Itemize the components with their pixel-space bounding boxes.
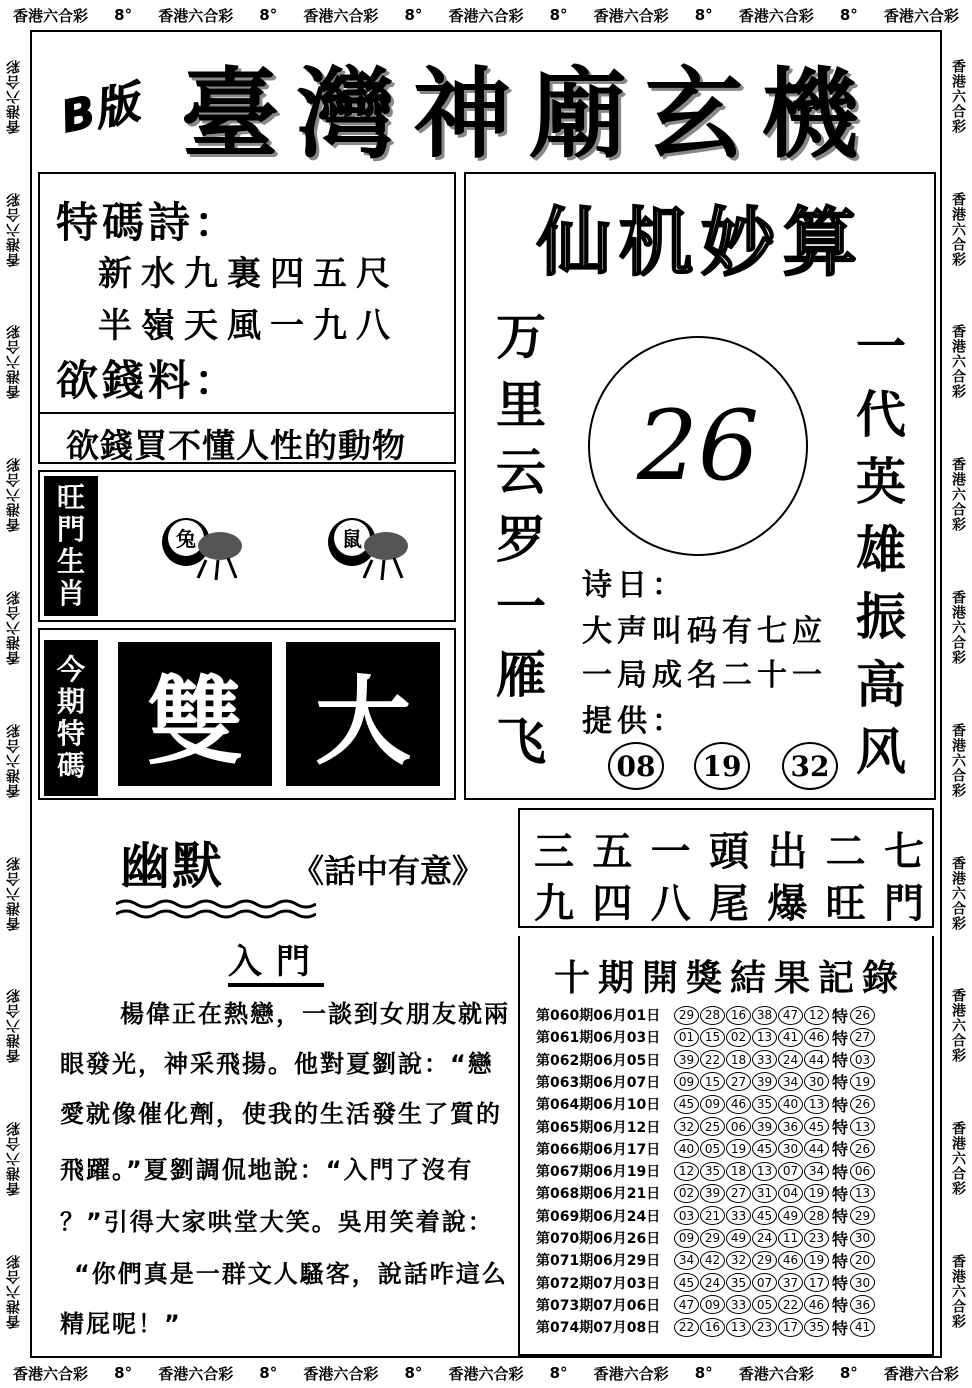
column-char: 一 xyxy=(856,318,906,376)
special-ball: 30 xyxy=(850,1273,875,1292)
zodiac-name: 鼠 xyxy=(342,527,362,551)
border-text: 香港六合彩 xyxy=(950,1121,966,1197)
border-text: 香港六合彩 xyxy=(738,1364,814,1383)
draw-label: 第072期07月03日 xyxy=(536,1275,661,1292)
humor-line: 飛躍。”夏劉調侃地說：“入門了沒有 xyxy=(60,1156,474,1184)
border-text: 香港六合彩 xyxy=(950,722,966,798)
humor-line: 愛就像催化劑，使我的生活發生了質的 xyxy=(60,1100,502,1128)
number-ball: 45 xyxy=(752,1206,777,1225)
draw-label: 第069期06月24日 xyxy=(536,1208,661,1225)
column-char: 雁 xyxy=(496,645,546,704)
border-text: 香港六合彩 xyxy=(593,6,669,25)
column-char: 万 xyxy=(496,308,546,366)
result-row xyxy=(536,1093,876,1115)
draw-label: 第070期06月26日 xyxy=(536,1231,661,1247)
column-char: 里 xyxy=(496,375,546,434)
result-row xyxy=(536,1138,876,1160)
special-ball: 13 xyxy=(850,1117,875,1136)
special-ball: 36 xyxy=(850,1295,875,1314)
special-label: 特 xyxy=(832,1028,849,1048)
column-char: 一 xyxy=(496,578,546,636)
number-ball: 11 xyxy=(778,1229,803,1248)
label-char: 特 xyxy=(56,717,85,750)
number-ball: 12 xyxy=(804,1006,829,1025)
number-ball: 35 xyxy=(726,1273,751,1292)
provide-label: 提供： xyxy=(582,704,687,739)
tail-char: 八 xyxy=(650,881,691,927)
provided-number: 19 xyxy=(694,742,750,790)
poem-box xyxy=(38,172,456,464)
result-row xyxy=(536,1049,876,1071)
xianji-poem-line: 大声叫码有七应 xyxy=(582,614,827,649)
special-ball: 20 xyxy=(850,1251,875,1270)
border-text: 香港六合彩 xyxy=(6,590,22,666)
humor-title: 幽默 xyxy=(120,837,224,895)
border-sep: 8° xyxy=(549,6,568,24)
xianji-poem-heading: 诗日： xyxy=(582,568,687,603)
humor-line: ？”引得大家哄堂大笑。吳用笑着說： xyxy=(60,1208,494,1236)
number-ball: 35 xyxy=(752,1095,777,1114)
draw-label: 第067期06月19日 xyxy=(536,1164,661,1181)
number-ball: 47 xyxy=(674,1295,699,1314)
border-text: 香港六合彩 xyxy=(950,988,966,1064)
zodiac-box xyxy=(38,470,456,622)
result-row xyxy=(536,1272,876,1294)
border-top xyxy=(0,0,972,30)
number-ball: 15 xyxy=(700,1028,725,1047)
label-char: 肖 xyxy=(56,577,85,611)
number-ball: 49 xyxy=(726,1229,751,1248)
special-label: 特 xyxy=(832,1274,849,1294)
tail-char: 二 xyxy=(825,829,866,875)
column-char: 振 xyxy=(856,588,906,646)
border-sep: 8° xyxy=(839,1364,858,1382)
border-sep: 8° xyxy=(114,6,133,24)
number-ball: 13 xyxy=(752,1162,777,1181)
border-text: 香港六合彩 xyxy=(950,1254,966,1330)
result-row xyxy=(536,1160,876,1182)
special-ball: 27 xyxy=(850,1028,875,1047)
number-ball: 32 xyxy=(726,1251,751,1270)
number-ball: 18 xyxy=(726,1162,751,1181)
number-ball: 24 xyxy=(752,1229,777,1248)
border-text: 香港六合彩 xyxy=(448,6,524,25)
tail-char: 四 xyxy=(592,881,633,927)
border-text: 香港六合彩 xyxy=(593,1364,669,1383)
poem-line: 新水九裏四五尺 xyxy=(98,254,399,294)
border-sep: 8° xyxy=(259,6,278,24)
money-line: 欲錢買不懂人性的動物 xyxy=(66,426,406,465)
number-ball: 39 xyxy=(752,1117,777,1136)
provided-number: 08 xyxy=(608,742,664,790)
header xyxy=(44,46,904,172)
draw-label: 第065期06月12日 xyxy=(536,1119,661,1136)
number-ball: 37 xyxy=(778,1273,803,1292)
border-text: 香港六合彩 xyxy=(950,457,966,533)
number-ball: 19 xyxy=(804,1184,829,1203)
border-text: 香港六合彩 xyxy=(883,6,959,25)
special-label: 特 xyxy=(832,1296,849,1316)
border-text: 香港六合彩 xyxy=(950,191,966,267)
tail-char: 爆 xyxy=(767,881,808,927)
special-ball: 06 xyxy=(850,1162,875,1181)
tail-char: 七 xyxy=(883,829,924,875)
humor-line: 眼發光，神采飛揚。他對夏劉說：“戀 xyxy=(60,1050,494,1078)
number-ball: 30 xyxy=(778,1139,803,1158)
number-ball: 46 xyxy=(778,1251,803,1270)
special-ball: 41 xyxy=(850,1318,875,1337)
border-text: 香港六合彩 xyxy=(950,58,966,134)
special-ball: 26 xyxy=(850,1006,875,1025)
result-row xyxy=(536,1316,876,1338)
tail-char: 三 xyxy=(534,829,574,875)
column-char: 高 xyxy=(856,655,906,714)
column-char: 飞 xyxy=(496,713,546,771)
number-ball: 02 xyxy=(674,1184,699,1203)
number-ball: 04 xyxy=(778,1184,803,1203)
zodiac-name: 兔 xyxy=(176,527,196,551)
border-sep: 8° xyxy=(404,6,423,24)
number-ball: 45 xyxy=(674,1095,699,1114)
number-ball: 05 xyxy=(752,1295,777,1314)
special-ball: 03 xyxy=(850,1050,875,1069)
results-box xyxy=(518,936,934,1356)
result-row xyxy=(536,1116,876,1138)
number-ball: 22 xyxy=(674,1318,699,1337)
special-label: 特 xyxy=(832,1051,849,1071)
column-char: 风 xyxy=(856,723,906,781)
number-ball: 29 xyxy=(752,1251,777,1270)
border-text: 香港六合彩 xyxy=(158,6,234,25)
border-text: 香港六合彩 xyxy=(13,6,89,25)
border-text: 香港六合彩 xyxy=(6,457,22,533)
rabbit-icon xyxy=(158,506,248,586)
rat-icon xyxy=(324,506,414,586)
number-ball: 22 xyxy=(778,1295,803,1314)
humor-subtitle: 《話中有意》 xyxy=(292,852,485,890)
draw-label: 第073期07月06日 xyxy=(536,1297,661,1314)
border-text: 香港六合彩 xyxy=(738,6,814,25)
number-ball: 47 xyxy=(778,1006,803,1025)
border-sep: 8° xyxy=(259,1364,278,1382)
column-char: 云 xyxy=(496,443,546,501)
tail-char: 門 xyxy=(883,881,924,927)
result-row xyxy=(536,1249,876,1271)
number-ball: 32 xyxy=(674,1117,699,1136)
number-ball: 39 xyxy=(674,1050,699,1069)
number-ball: 34 xyxy=(804,1162,829,1181)
number-ball: 35 xyxy=(700,1162,725,1181)
label-char: 生 xyxy=(56,545,85,578)
result-row xyxy=(536,1182,876,1204)
number-ball: 19 xyxy=(804,1251,829,1270)
number-ball: 25 xyxy=(700,1117,725,1136)
border-text: 香港六合彩 xyxy=(950,855,966,931)
number-ball: 17 xyxy=(778,1318,803,1337)
special-tile: 雙 xyxy=(118,642,272,786)
number-ball: 16 xyxy=(700,1318,725,1337)
number-ball: 45 xyxy=(804,1117,829,1136)
draw-label: 第062期06月05日 xyxy=(536,1052,661,1069)
number-ball: 46 xyxy=(804,1295,829,1314)
number-ball: 35 xyxy=(804,1318,829,1337)
border-sep: 8° xyxy=(114,1364,133,1382)
tail-row xyxy=(534,820,924,877)
number-ball: 31 xyxy=(752,1184,777,1203)
border-left xyxy=(0,30,28,1358)
number-ball: 13 xyxy=(752,1028,777,1047)
border-text: 香港六合彩 xyxy=(6,988,22,1064)
result-row xyxy=(536,1071,876,1093)
humor-box xyxy=(38,808,508,1356)
border-text: 香港六合彩 xyxy=(6,1121,22,1197)
draw-label: 第074期07月08日 xyxy=(536,1320,661,1337)
draw-label: 第060期06月01日 xyxy=(536,1008,661,1024)
number-ball: 28 xyxy=(700,1006,725,1025)
number-ball: 27 xyxy=(726,1072,751,1091)
number-ball: 02 xyxy=(726,1028,751,1047)
number-ball: 33 xyxy=(752,1050,777,1069)
column-char: 代 xyxy=(856,385,906,444)
number-ball: 06 xyxy=(726,1117,751,1136)
border-text: 香港六合彩 xyxy=(303,6,379,25)
draw-label: 第064期06月10日 xyxy=(536,1097,661,1114)
number-ball: 03 xyxy=(674,1206,699,1225)
label-char: 門 xyxy=(56,512,85,546)
number-ball: 13 xyxy=(726,1318,751,1337)
wave-decoration xyxy=(116,898,316,920)
special-ball: 26 xyxy=(850,1139,875,1158)
provided-number: 32 xyxy=(782,742,838,790)
draw-label: 第068期06月21日 xyxy=(536,1186,661,1203)
special-label: 特 xyxy=(832,1006,849,1026)
number-ball: 01 xyxy=(674,1028,699,1047)
number-ball: 38 xyxy=(752,1006,777,1025)
number-ball: 39 xyxy=(752,1072,777,1091)
tail-char: 頭 xyxy=(708,829,749,875)
poem-heading: 特碼詩： xyxy=(56,198,241,247)
tail-char: 出 xyxy=(767,829,808,875)
border-text: 香港六合彩 xyxy=(6,855,22,931)
number-ball: 24 xyxy=(778,1050,803,1069)
border-text: 香港六合彩 xyxy=(448,1364,524,1383)
special-tile: 大 xyxy=(286,642,440,786)
poem-line: 半嶺天風一九八 xyxy=(98,306,399,346)
number-ball: 12 xyxy=(674,1162,699,1181)
number-ball: 46 xyxy=(804,1028,829,1047)
number-ball: 07 xyxy=(752,1273,777,1292)
number-ball: 46 xyxy=(726,1095,751,1114)
number-ball: 49 xyxy=(778,1206,803,1225)
tail-char: 五 xyxy=(592,829,633,875)
right-column xyxy=(856,314,906,787)
number-ball: 23 xyxy=(752,1318,777,1337)
number-ball: 45 xyxy=(752,1139,777,1158)
number-ball: 07 xyxy=(778,1162,803,1181)
number-ball: 21 xyxy=(700,1206,725,1225)
number-ball: 44 xyxy=(804,1139,829,1158)
handwritten-number-circle xyxy=(588,336,808,556)
border-text: 香港六合彩 xyxy=(6,324,22,400)
tail-char: 旺 xyxy=(825,881,866,927)
tail-char: 九 xyxy=(534,881,574,927)
number-ball: 39 xyxy=(700,1184,725,1203)
label-char: 今 xyxy=(56,652,85,686)
draw-label: 第061期06月03日 xyxy=(536,1030,661,1047)
number-ball: 34 xyxy=(674,1251,699,1270)
special-label: 特 xyxy=(832,1118,849,1137)
number-ball: 19 xyxy=(726,1139,751,1158)
number-ball: 42 xyxy=(700,1251,725,1270)
results-title: 十期開獎結果記錄 xyxy=(553,958,906,999)
number-ball: 27 xyxy=(726,1184,751,1203)
special-ball: 26 xyxy=(850,1095,875,1114)
number-ball: 16 xyxy=(726,1006,751,1025)
number-ball: 09 xyxy=(674,1072,699,1091)
special-ball: 13 xyxy=(850,1184,875,1203)
border-text: 香港六合彩 xyxy=(13,1364,89,1383)
border-text: 香港六合彩 xyxy=(6,191,22,267)
border-text: 香港六合彩 xyxy=(303,1364,379,1383)
result-row xyxy=(536,1294,876,1316)
special-ball: 29 xyxy=(850,1206,875,1225)
label-char: 碼 xyxy=(56,749,85,783)
draw-label: 第071期06月29日 xyxy=(536,1253,661,1270)
number-ball: 22 xyxy=(700,1050,725,1069)
border-text: 香港六合彩 xyxy=(6,1254,22,1330)
number-ball: 09 xyxy=(700,1095,725,1114)
result-row xyxy=(536,1026,876,1048)
border-bottom xyxy=(0,1358,972,1388)
number-ball: 23 xyxy=(804,1229,829,1248)
edition-badge: B版 xyxy=(56,77,144,144)
border-text: 香港六合彩 xyxy=(950,324,966,400)
humor-line: 精屁呢！” xyxy=(60,1310,182,1338)
number-ball: 44 xyxy=(804,1050,829,1069)
number-ball: 34 xyxy=(778,1072,803,1091)
tail-row xyxy=(534,872,924,929)
result-row xyxy=(536,1205,876,1227)
border-sep: 8° xyxy=(404,1364,423,1382)
column-char: 罗 xyxy=(496,510,546,569)
tail-char: 一 xyxy=(650,829,691,875)
special-label: 特 xyxy=(832,1073,849,1093)
border-text: 香港六合彩 xyxy=(883,1364,959,1383)
special-label: 特 xyxy=(832,1140,849,1160)
number-ball: 40 xyxy=(674,1139,699,1158)
tail-box xyxy=(518,808,934,928)
money-heading: 欲錢料： xyxy=(56,356,241,405)
number-ball: 18 xyxy=(726,1050,751,1069)
draw-label: 第066期06月17日 xyxy=(536,1141,661,1158)
special-label xyxy=(44,640,98,796)
xianji-box xyxy=(464,172,936,800)
left-column xyxy=(496,304,546,777)
special-label: 特 xyxy=(832,1095,849,1115)
column-char: 雄 xyxy=(856,520,906,579)
humor-line: “你們真是一群文人騷客，說話咋這么 xyxy=(74,1260,508,1288)
zodiac-label xyxy=(44,476,98,616)
tail-char: 尾 xyxy=(708,881,749,927)
special-label: 特 xyxy=(832,1162,849,1182)
number-ball: 30 xyxy=(804,1072,829,1091)
number-ball: 41 xyxy=(778,1028,803,1047)
special-ball: 30 xyxy=(850,1229,875,1248)
special-label: 特 xyxy=(832,1318,849,1338)
xianji-poem-line: 一局成名二十一 xyxy=(582,658,827,693)
result-row xyxy=(536,1004,876,1026)
special-label: 特 xyxy=(832,1184,849,1204)
label-char: 期 xyxy=(56,684,85,718)
number-ball: 15 xyxy=(700,1072,725,1091)
number-ball: 33 xyxy=(726,1295,751,1314)
page-title: 臺灣神廟玄機 xyxy=(180,57,877,172)
number-ball: 24 xyxy=(700,1273,725,1292)
circle-number: 26 xyxy=(636,390,760,502)
border-text: 香港六合彩 xyxy=(6,58,22,134)
xianji-title: 仙机妙算 xyxy=(537,200,865,286)
number-ball: 28 xyxy=(804,1206,829,1225)
number-ball: 09 xyxy=(700,1295,725,1314)
divider xyxy=(40,412,454,414)
humor-line: 楊偉正在熱戀，一談到女朋友就兩 xyxy=(120,1000,510,1028)
number-ball: 45 xyxy=(674,1273,699,1292)
number-ball: 09 xyxy=(674,1229,699,1248)
result-row xyxy=(536,1227,876,1249)
border-sep: 8° xyxy=(694,6,713,24)
border-sep: 8° xyxy=(839,6,858,24)
column-char: 英 xyxy=(856,453,906,511)
special-label: 特 xyxy=(832,1207,849,1227)
special-ball: 19 xyxy=(850,1072,875,1091)
label-char: 旺 xyxy=(56,480,85,514)
special-label: 特 xyxy=(832,1229,849,1249)
humor-heading: 入門 xyxy=(228,934,324,987)
border-right xyxy=(944,30,972,1358)
number-ball: 29 xyxy=(674,1006,699,1025)
number-ball: 36 xyxy=(778,1117,803,1136)
number-ball: 13 xyxy=(804,1095,829,1114)
number-ball: 33 xyxy=(726,1206,751,1225)
number-ball: 05 xyxy=(700,1139,725,1158)
number-ball: 40 xyxy=(778,1095,803,1114)
number-ball: 17 xyxy=(804,1273,829,1292)
border-text: 香港六合彩 xyxy=(6,722,22,798)
special-label: 特 xyxy=(832,1251,849,1271)
draw-label: 第063期06月07日 xyxy=(536,1074,661,1091)
border-text: 香港六合彩 xyxy=(158,1364,234,1383)
border-sep: 8° xyxy=(549,1364,568,1382)
number-ball: 29 xyxy=(700,1229,725,1248)
special-box xyxy=(38,628,456,800)
border-sep: 8° xyxy=(694,1364,713,1382)
border-text: 香港六合彩 xyxy=(950,590,966,666)
